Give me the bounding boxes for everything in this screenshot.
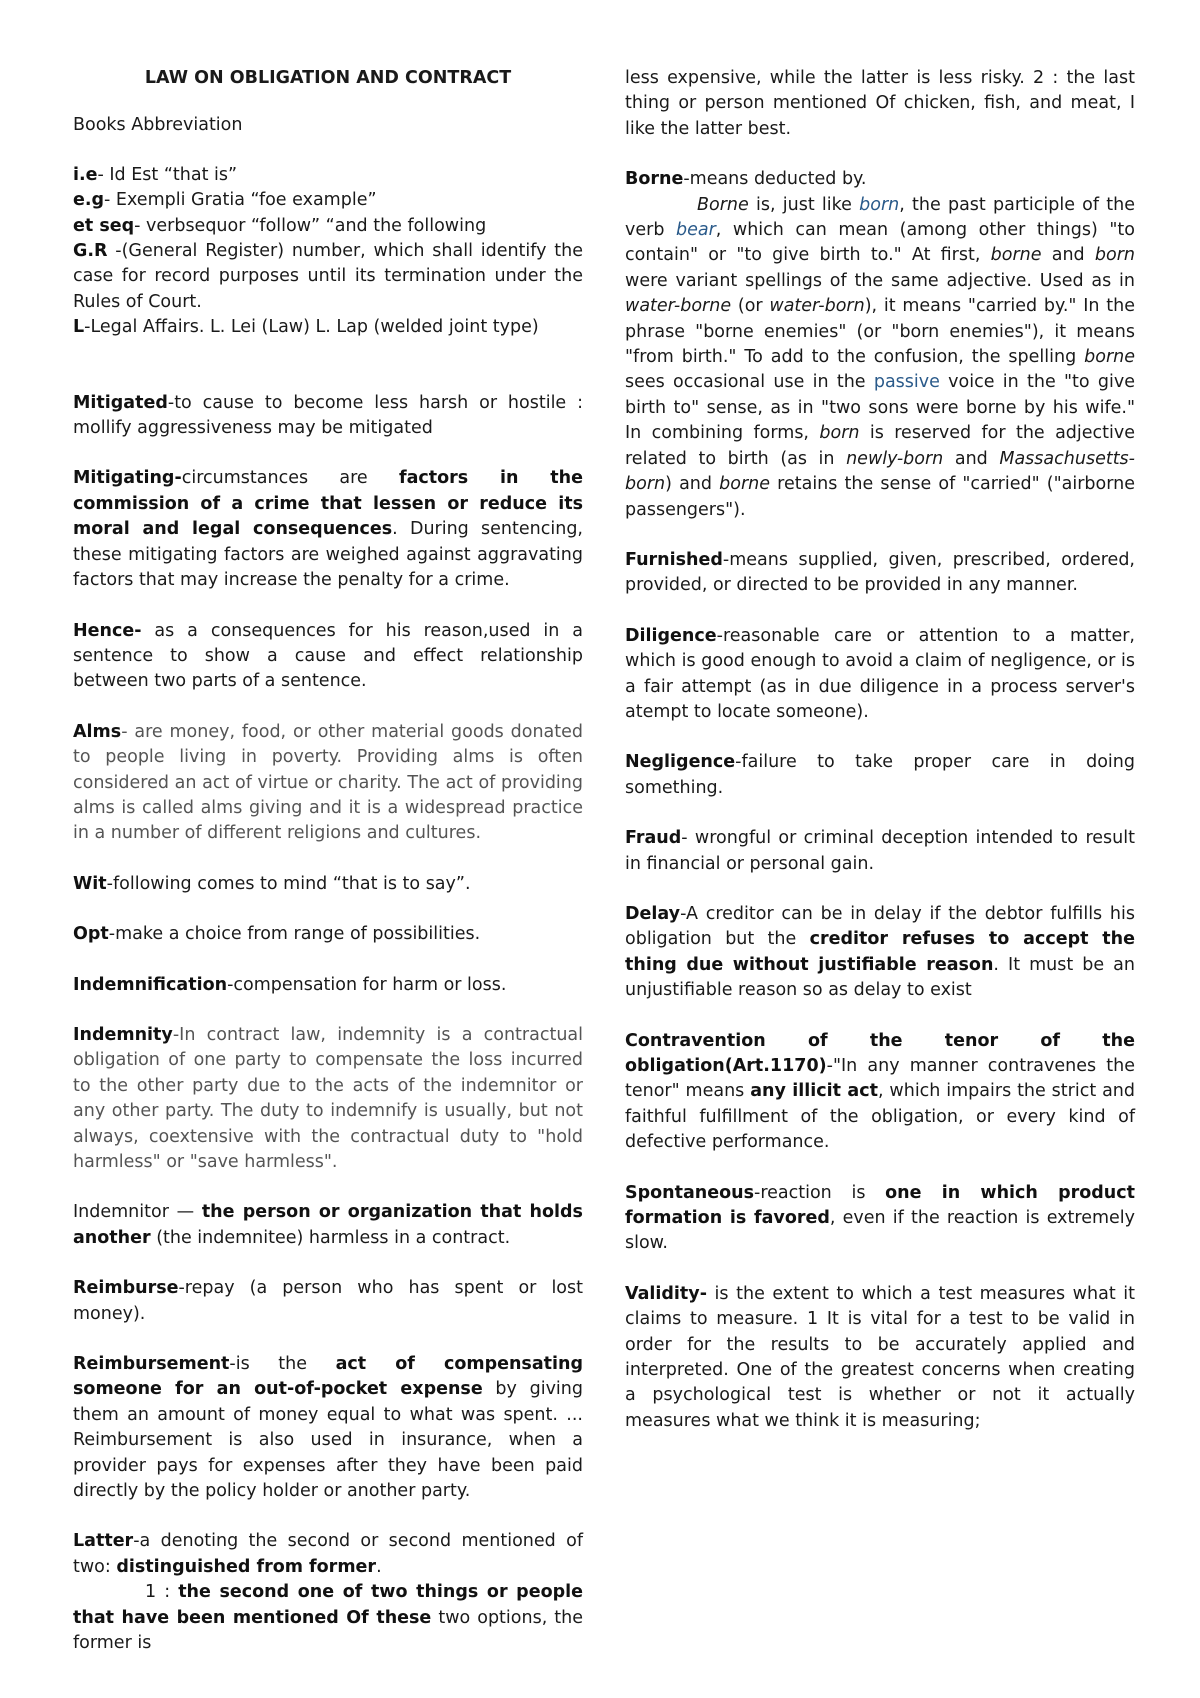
entry-text: , the past participle of the verb — [625, 194, 1135, 241]
entry-text: retains the sense of "carried" ("airborne passengers"). — [625, 474, 1135, 520]
entry-mitigating — [73, 466, 583, 593]
entry-text: is reserved for the adjective related to birth (as in — [625, 423, 1135, 469]
entry-indemnification — [73, 973, 583, 998]
abbrev-term: L — [73, 317, 85, 338]
books-heading: Books Abbreviation — [73, 115, 243, 136]
entry-latter-continued: less expensive, while the latter is less risky. 2 : the last thing or person mentioned Of chicken, fish, and meat, I like the latter best. — [625, 68, 1135, 139]
entry-italic: borne — [719, 474, 771, 495]
entry-term: Alms — [73, 721, 122, 742]
entry-text: by giving them an amount of money equal to what was spent. ... Reimbursement is also used in insurance, when a provider pays for expenses after they have been paid directly by the policy holder or another party. — [73, 1379, 583, 1502]
entry-italic: newly-born — [846, 448, 944, 469]
entry-text: -to cause to become less harsh or hostile : mollify aggressiveness may be mitigated — [73, 392, 583, 439]
abbrev-text: - Exempli Gratia “foe example” — [104, 190, 377, 211]
entry-text: is, just like — [748, 194, 860, 215]
entry-emphasis: creditor refuses to accept the thing due without justifiable reason — [625, 929, 1135, 975]
abbreviation-list — [73, 163, 583, 341]
entry-emphasis: factors in the commission of a crime that lessen or reduce its moral and legal consequences — [73, 468, 583, 540]
entry-text: -repay (a person who has spent or lost money). — [73, 1278, 583, 1324]
entry-term: Delay — [625, 903, 681, 924]
entry-text: two options, the former is — [73, 1607, 584, 1654]
entry-italic: borne — [990, 245, 1042, 266]
abbrev-term: et seq — [73, 215, 135, 236]
entry-reimbursement — [73, 1352, 583, 1504]
entry-italic: water-borne — [625, 296, 732, 317]
entry-borne — [625, 167, 1135, 192]
entry-text: -means supplied, given, prescribed, ordered, provided, or directed to be provided in any manner. — [625, 549, 1135, 596]
entry-term: Furnished — [625, 549, 723, 570]
entry-text: -means deducted by. — [683, 169, 867, 190]
abbrev-gr — [73, 239, 583, 315]
entry-negligence — [625, 750, 1135, 801]
entry-text: . It must be an unjustifiable reason so as delay to exist — [625, 954, 1135, 1001]
entry-text: and — [1041, 245, 1095, 266]
entry-text: -reasonable care or attention to a matter, which is good enough to avoid a claim of negligence, or is a fair attempt (as in due diligence in a process server's atempt to locate someone). — [625, 625, 1135, 722]
entry-text: -"In any manner contravenes the tenor" means — [625, 1056, 1135, 1102]
born-link[interactable]: born — [859, 194, 900, 215]
entry-spontaneous — [625, 1181, 1135, 1257]
entry-term: Opt — [73, 924, 109, 945]
document-title: LAW ON OBLIGATION AND CONTRACT — [144, 68, 512, 88]
entry-text: as a consequences for his reason,used in a sentence to show a cause and effect relationship between two parts of a sentence. — [73, 620, 583, 692]
abbrev-text: -Legal Affairs. L. Lei (Law) L. Lap (welded joint type) — [84, 317, 539, 338]
entry-text: - are money, food, or other material goods donated to people living in poverty. Providing alms is often considered an act of virtue or charity. The act of providing alms is called alms giving and it is a widespread practice in a number of different religions and cultures. — [73, 721, 583, 844]
entry-furnished — [625, 548, 1135, 599]
entry-text: -make a choice from range of possibilities. — [108, 924, 481, 945]
entry-term: Borne — [625, 169, 684, 190]
entry-italic: borne — [1084, 347, 1135, 368]
passive-link[interactable]: passive — [873, 372, 940, 393]
entry-diligence — [625, 624, 1135, 726]
entry-term: Contravention of the tenor of the obligation(Art.1170) — [625, 1030, 1135, 1076]
right-column — [625, 66, 1135, 1459]
entry-term: Mitigated — [73, 392, 168, 413]
entry-text: . During sentencing, these mitigating factors are weighed against aggravating factors that may increase the penalty for a crime. — [73, 519, 583, 591]
entry-validity — [625, 1282, 1135, 1434]
entry-emphasis: the second one of two things or people that have been mentioned Of these — [73, 1582, 583, 1628]
entry-text: ) and — [665, 474, 720, 495]
entry-text: -following comes to mind “that is to say”. — [106, 873, 471, 894]
entry-emphasis: act of compensating someone for an out-of-pocket expense — [73, 1354, 583, 1400]
entry-text: , even if the reaction is extremely slow. — [625, 1208, 1136, 1254]
entry-text: and — [943, 448, 1000, 469]
abbrev-etseq — [73, 214, 583, 239]
entry-term: Diligence — [625, 625, 717, 646]
entry-term: Latter — [73, 1531, 134, 1552]
entry-italic: born — [1094, 245, 1135, 266]
abbrev-text: -(General Register) number, which shall identify the case for record purposes until its termination under the Rules of Court. — [73, 241, 583, 312]
entry-text: sees occasional use in the — [625, 372, 874, 393]
entry-term: Reimbursement — [73, 1354, 230, 1375]
entry-text: is the extent to which a test measures what it claims to measure. 1 It is vital for a test to be valid in order for the results to be accurately applied and interpreted. One of the greatest concerns when creating a psychological test is whether or not it actually measures what we think it is measuring; — [625, 1283, 1135, 1431]
entry-latter-sense-1 — [73, 1580, 583, 1656]
entry-emphasis: the person or organization that holds another — [73, 1202, 583, 1248]
entry-term: Spontaneous — [625, 1182, 755, 1203]
abbrev-term: i.e — [73, 164, 98, 185]
entry-text: . — [376, 1556, 382, 1577]
entry-text: circumstances are — [181, 468, 399, 489]
entry-indemnity — [73, 1023, 583, 1175]
entry-alms — [73, 720, 583, 847]
entry-text: ), it means "carried by." In the phrase "borne enemies" (or "born enemies"), it means "from birth." To add to the confusion, the spelling — [625, 296, 1135, 368]
entry-text: -failure to take proper care in doing something. — [625, 752, 1135, 798]
entry-text: -reaction is — [754, 1182, 886, 1203]
entry-emphasis: any illicit act — [750, 1081, 878, 1102]
entry-italic: Massachusetts-born — [625, 448, 1135, 495]
entry-text: , which can mean (among other things) "to contain" or "to give birth to." At first, — [625, 220, 1135, 266]
entry-term: Fraud — [625, 828, 682, 849]
entry-term: Negligence — [625, 752, 736, 773]
abbrev-l — [73, 315, 583, 340]
entry-reimburse — [73, 1276, 583, 1327]
entry-emphasis: one in which product formation is favored — [625, 1182, 1135, 1229]
entry-latter — [73, 1529, 583, 1580]
entry-text: 1 : — [145, 1582, 179, 1603]
entry-term: Mitigating- — [73, 468, 182, 489]
entry-term: Hence- — [73, 620, 142, 641]
abbrev-text: - verbsequor “follow” “and the following — [134, 215, 487, 236]
entry-text: Indemnitor — — [73, 1202, 202, 1223]
left-column — [73, 66, 583, 1657]
entry-text: -a denoting the second or second mentioned of two: — [73, 1531, 583, 1577]
abbrev-term: e.g — [73, 190, 105, 211]
entry-text: were variant spellings of the same adjective. Used as in — [625, 270, 1135, 291]
entry-text: -compensation for harm or loss. — [227, 974, 507, 995]
entry-term: Reimburse — [73, 1278, 179, 1299]
entry-text: (the indemnitee) harmless in a contract. — [150, 1227, 511, 1248]
abbrev-ie — [73, 163, 583, 188]
bear-link[interactable]: bear — [675, 220, 716, 241]
entry-emphasis: distinguished from former — [116, 1556, 377, 1577]
entry-contravention — [625, 1029, 1135, 1156]
entry-italic: Borne — [697, 194, 749, 215]
entry-mitigated — [73, 391, 583, 442]
abbrev-term: G.R — [73, 241, 108, 262]
entry-text: , which impairs the strict and faithful fulfillment of the obligation, or every kind of defective performance. — [625, 1081, 1135, 1153]
entry-text: - wrongful or criminal deception intended to result in financial or personal gain. — [625, 828, 1135, 874]
entry-term: Wit — [73, 873, 107, 894]
entry-italic: water-born — [769, 296, 865, 317]
entry-text: -In contract law, indemnity is a contractual obligation of one party to compensate the loss incurred to the other party due to the acts of the indemnitor or any other party. The duty to indemnify is usually, but not always, coextensive with the contractual duty to "hold harmless" or "save harmless". — [73, 1024, 583, 1172]
entry-fraud — [625, 826, 1135, 877]
entry-text: (or — [731, 296, 770, 317]
entry-term: Validity- — [625, 1283, 707, 1304]
abbrev-eg — [73, 188, 583, 213]
entry-italic: born — [819, 423, 860, 444]
abbrev-text: - Id Est “that is” — [97, 164, 238, 185]
entry-hence — [73, 619, 583, 695]
entry-borne-explanation — [625, 193, 1135, 523]
entry-text: -A creditor can be in delay if the debtor fulfills his obligation but the — [625, 903, 1135, 950]
entry-wit — [73, 872, 583, 897]
entry-term: Indemnity — [73, 1024, 173, 1045]
entry-indemnitor — [73, 1200, 583, 1251]
entry-opt — [73, 922, 583, 947]
entry-text: voice in the "to give birth to" sense, as in "two sons were borne by his wife." In combining forms, — [625, 372, 1135, 444]
entry-term: Indemnification — [73, 974, 228, 995]
entry-delay — [625, 902, 1135, 1004]
entry-text: -is the — [229, 1354, 336, 1375]
